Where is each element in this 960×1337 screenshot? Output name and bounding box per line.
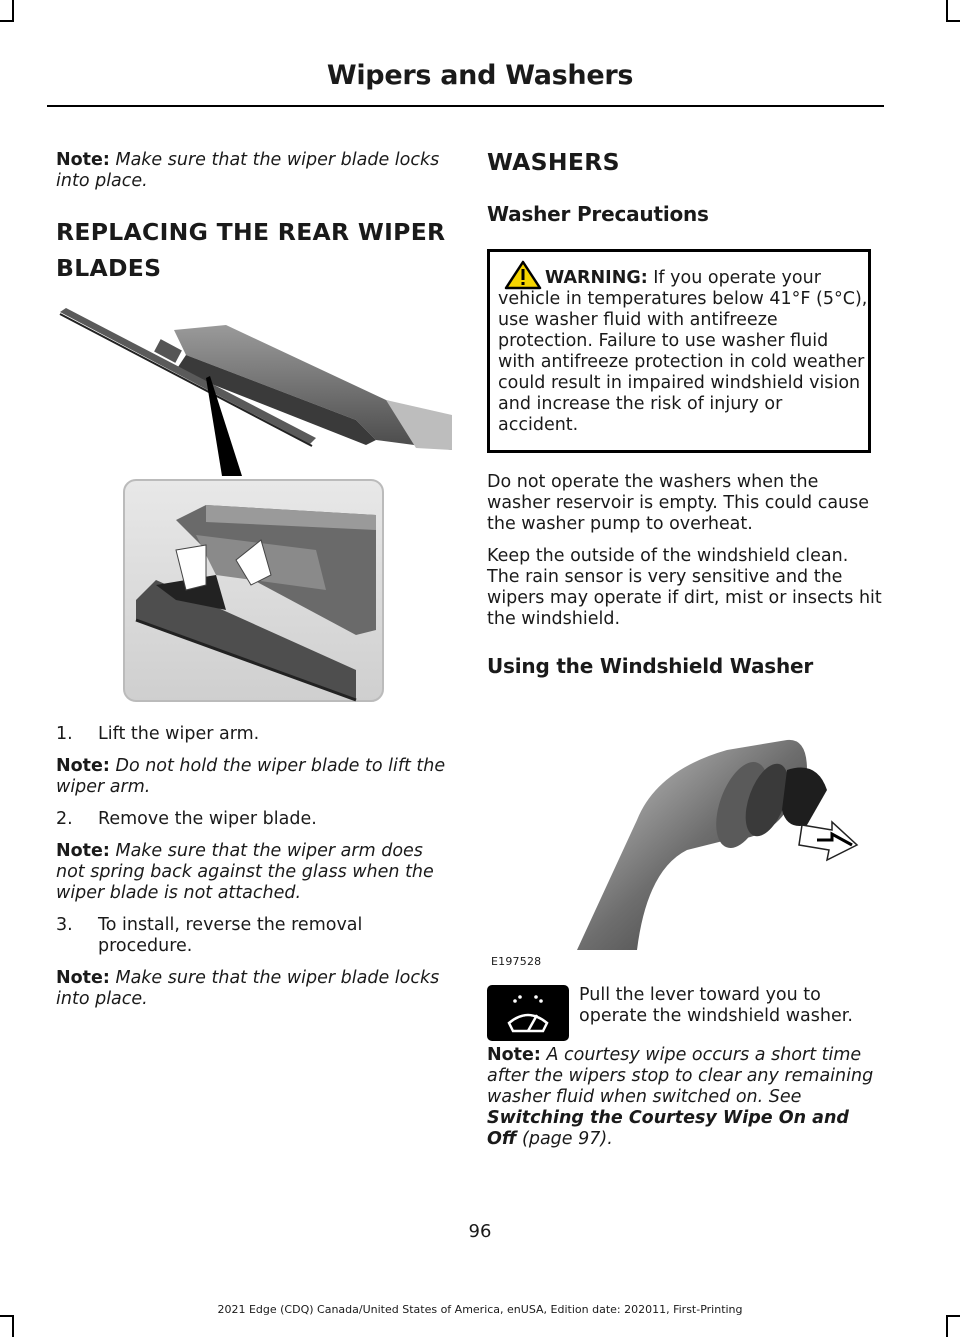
note: Note: A courtesy wipe occurs a short time after the wipers stop to clear any remaining washer fluid when switched on. See Switching the Courtesy Wipe On and Off (page 97). [487, 1045, 874, 1149]
page-title: Wipers and Washers [326, 60, 634, 91]
subheading: Using the Windshield Washer [487, 654, 814, 678]
section-heading: REPLACING THE REAR WIPER BLADES [56, 218, 446, 282]
note: Note: Make sure that the wiper blade locks into place. [56, 150, 440, 191]
note: Note: Do not hold the wiper blade to lift the wiper arm. [56, 756, 446, 797]
crop-mark [12, 0, 14, 22]
step-3: 3. To install, reverse the removal procedure. [56, 915, 363, 956]
right-column-mid [487, 472, 882, 677]
left-steps [56, 724, 451, 1010]
section-heading: WASHERS [487, 148, 620, 176]
washer-lever-illustration [487, 730, 883, 975]
header-rule [47, 105, 884, 107]
subheading: Washer Precautions [487, 202, 709, 226]
warning-triangle-icon [504, 260, 542, 290]
crop-mark [946, 1315, 948, 1337]
cross-reference-link[interactable]: Switching the Courtesy Wipe On and Off [487, 1108, 849, 1149]
edition-info: 2021 Edge (CDQ) Canada/United States of America, enUSA, Edition date: 202011, First-Printing [217, 1303, 743, 1316]
note: Note: Make sure that the wiper arm does not spring back against the glass when the wiper blade is not attached. [56, 841, 434, 903]
paragraph: Do not operate the washers when the washer reservoir is empty. This could cause the washer pump to overheat. [487, 472, 870, 534]
lever-instruction: Pull the lever toward you to operate the windshield washer. [579, 985, 853, 1026]
step-2: 2. Remove the wiper blade. [56, 809, 317, 829]
step-1: 1. Lift the wiper arm. [56, 724, 260, 744]
crop-mark [0, 20, 14, 22]
right-column-top [487, 144, 882, 225]
page-number: 96 [468, 1221, 492, 1242]
left-column [56, 150, 451, 286]
rear-wiper-illustration [56, 300, 452, 705]
note: Note: Make sure that the wiper blade locks into place. [56, 968, 440, 1009]
right-note [487, 1045, 882, 1150]
warning-box: WARNING: If you operate your vehicle in temperatures below 41°F (5°C), use washer fluid with antifreeze protection. Failure to use washer fluid with antifreeze protection in cold weather could result in impaired windshield vision and increase the risk of injury or accident. [487, 249, 871, 453]
image-code: E197528 [491, 955, 542, 968]
crop-mark [946, 0, 948, 22]
windshield-washer-icon [487, 985, 569, 1041]
crop-mark [946, 20, 960, 22]
crop-mark [12, 1315, 14, 1337]
paragraph: Keep the outside of the windshield clean. The rain sensor is very sensitive and the wipers may operate if dirt, mist or insects hit the windshield. [487, 546, 882, 629]
